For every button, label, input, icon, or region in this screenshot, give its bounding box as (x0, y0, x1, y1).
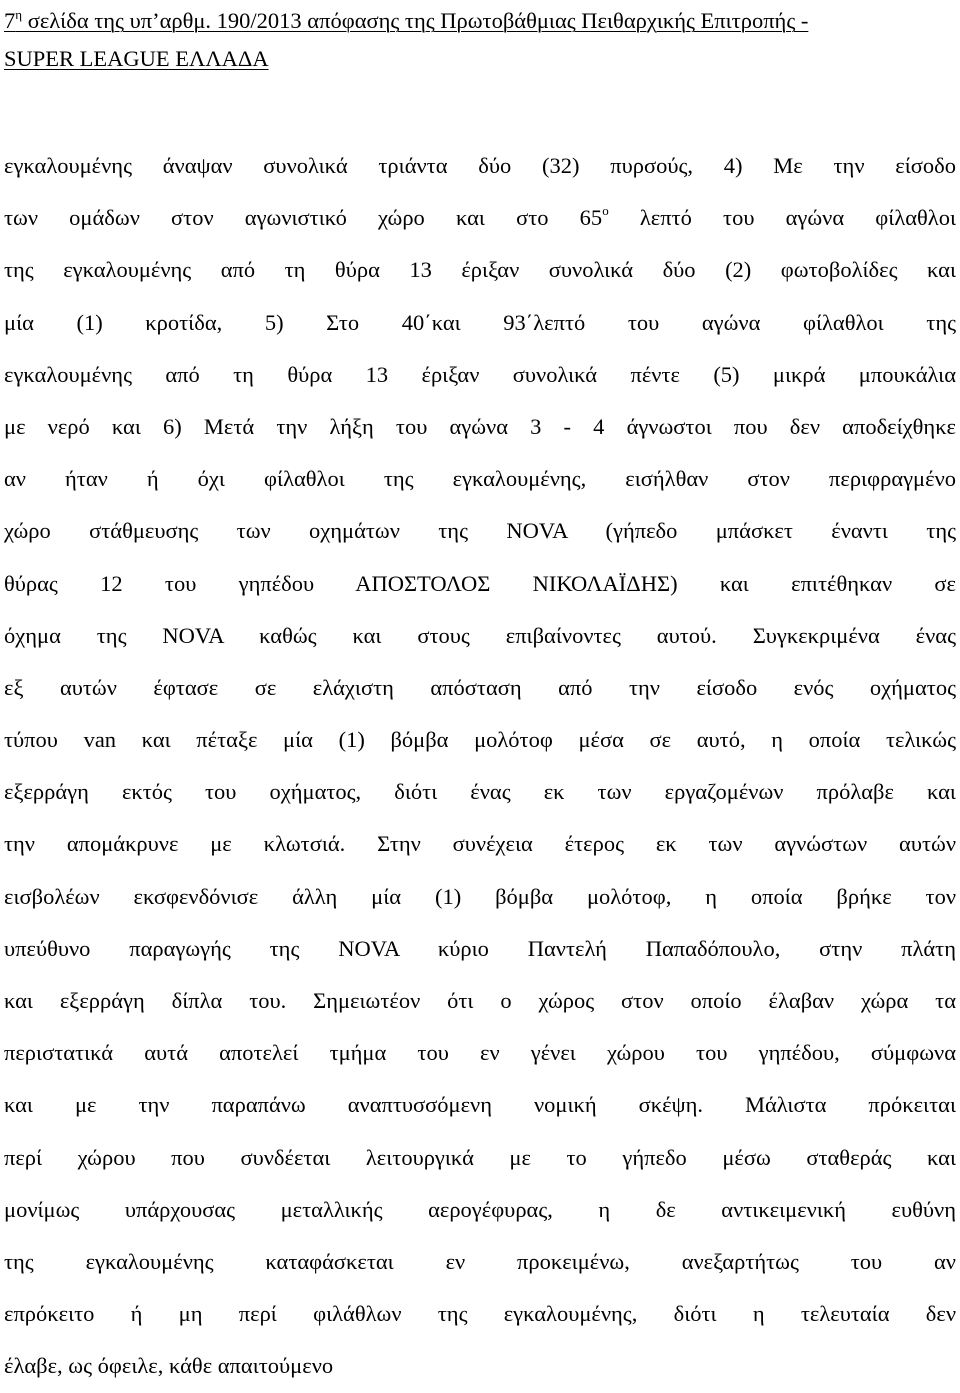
text-line: και με την παραπάνω αναπτυσσόμενη νομική σκέψη. Μάλιστα πρόκειται (4, 1092, 956, 1118)
text-line: των ομάδων στον αγωνιστικό χώρο και στο $65^o$ λεπτό του αγώνα φίλαθλοι (4, 203, 957, 231)
text-line: χώρο στάθμευσης των οχημάτων της NOVA (γήπεδο μπάσκετ έναντι της (4, 518, 956, 544)
text-line: εξ αυτών έφτασε σε ελάχιστη απόσταση από την είσοδο ενός οχήματος (4, 674, 956, 700)
text-line: όχημα της NOVA καθώς και στους επιβαίνοντες αυτού. Συγκεκριμένα ένας (4, 622, 956, 648)
text-line: εισβολέων εκσφενδόνισε άλλη μία (1) βόμβα μολότοφ, η οποία βρήκε τον (4, 883, 956, 909)
text-line: θύρας 12 του γηπέδου ΑΠΟΣΤΟΛΟΣ ΝΙΚΟΛΑΪΔΗΣ) και επιτέθηκαν σε (4, 570, 956, 596)
text-line: της εγκαλουμένης καταφάσκεται εν προκειμένω, ανεξαρτήτως του αν (4, 1248, 956, 1274)
text-line: περιστατικά αυτά αποτελεί τμήμα του εν γένει χώρου του γηπέδου, σύμφωνα (4, 1040, 956, 1066)
page-header (4, 2, 956, 78)
text-line: αν ήταν ή όχι φίλαθλοι της εγκαλουμένης, εισήλθαν στον περιφραγμένο (4, 466, 956, 492)
header-line-1 (4, 2, 956, 40)
header-line-2: SUPER LEAGUE ΕΛΛΑΔΑ (4, 46, 269, 71)
text-line: περί χώρου που συνδέεται λειτουργικά με το γήπεδο μέσω σταθεράς και (4, 1144, 956, 1170)
text-line: εξερράγη εκτός του οχήματος, διότι ένας εκ των εργαζομένων πρόλαβε και (4, 779, 956, 805)
text-line: τύπου van και πέταξε μία (1) βόμβα μολότοφ μέσα σε αυτό, η οποία τελικώς (4, 727, 956, 753)
text-line: μία (1) κροτίδα, 5) Στο 40΄και 93΄λεπτό του αγώνα φίλαθλοι της (4, 309, 956, 335)
text-line: εγκαλουμένης άναψαν συνολικά τριάντα δύο (32) πυρσούς, 4) Με την είσοδο (4, 153, 956, 178)
text-line: μονίμως υπάρχουσας μεταλλικής αερογέφυρας, η δε αντικειμενική ευθύνη (4, 1196, 956, 1222)
text-line: έλαβε, ως όφειλε, κάθε απαιτούμενο (4, 1353, 334, 1379)
text-line: επρόκειτο ή μη περί φιλάθλων της εγκαλουμένης, διότι η τελευταία δεν (4, 1301, 956, 1327)
text-line: με νερό και 6) Μετά την λήξη του αγώνα 3 - 4 άγνωστοι που δεν αποδείχθηκε (4, 413, 956, 439)
page-number: 7 (4, 8, 16, 33)
header-title: σελίδα της υπ’αρθμ. 190/2013 απόφασης της Πρωτοβάθμιας Πειθαρχικής Επιτροπής - (22, 8, 809, 33)
text-line: την απομάκρυνε με κλωτσιά. Στην συνέχεια έτερος εκ των αγνώστων αυτών (4, 831, 956, 857)
text-line: εγκαλουμένης από τη θύρα 13 έριξαν συνολικά πέντε (5) μικρά μπουκάλια (4, 361, 956, 387)
decision-body-text (4, 140, 956, 1393)
ordinal-superscript: ο (602, 203, 609, 219)
text-line: υπεύθυνο παραγωγής της NOVA κύριο Παντελή Παπαδόπουλο, στην πλάτη (4, 935, 956, 961)
text-line: και εξερράγη δίπλα του. Σημειωτέον ότι ο χώρος στον οποίο έλαβαν χώρα τα (4, 988, 956, 1013)
page-number-suffix: η (15, 7, 23, 22)
text-line: της εγκαλουμένης από τη θύρα 13 έριξαν συνολικά δύο (2) φωτοβολίδες και (4, 257, 956, 283)
